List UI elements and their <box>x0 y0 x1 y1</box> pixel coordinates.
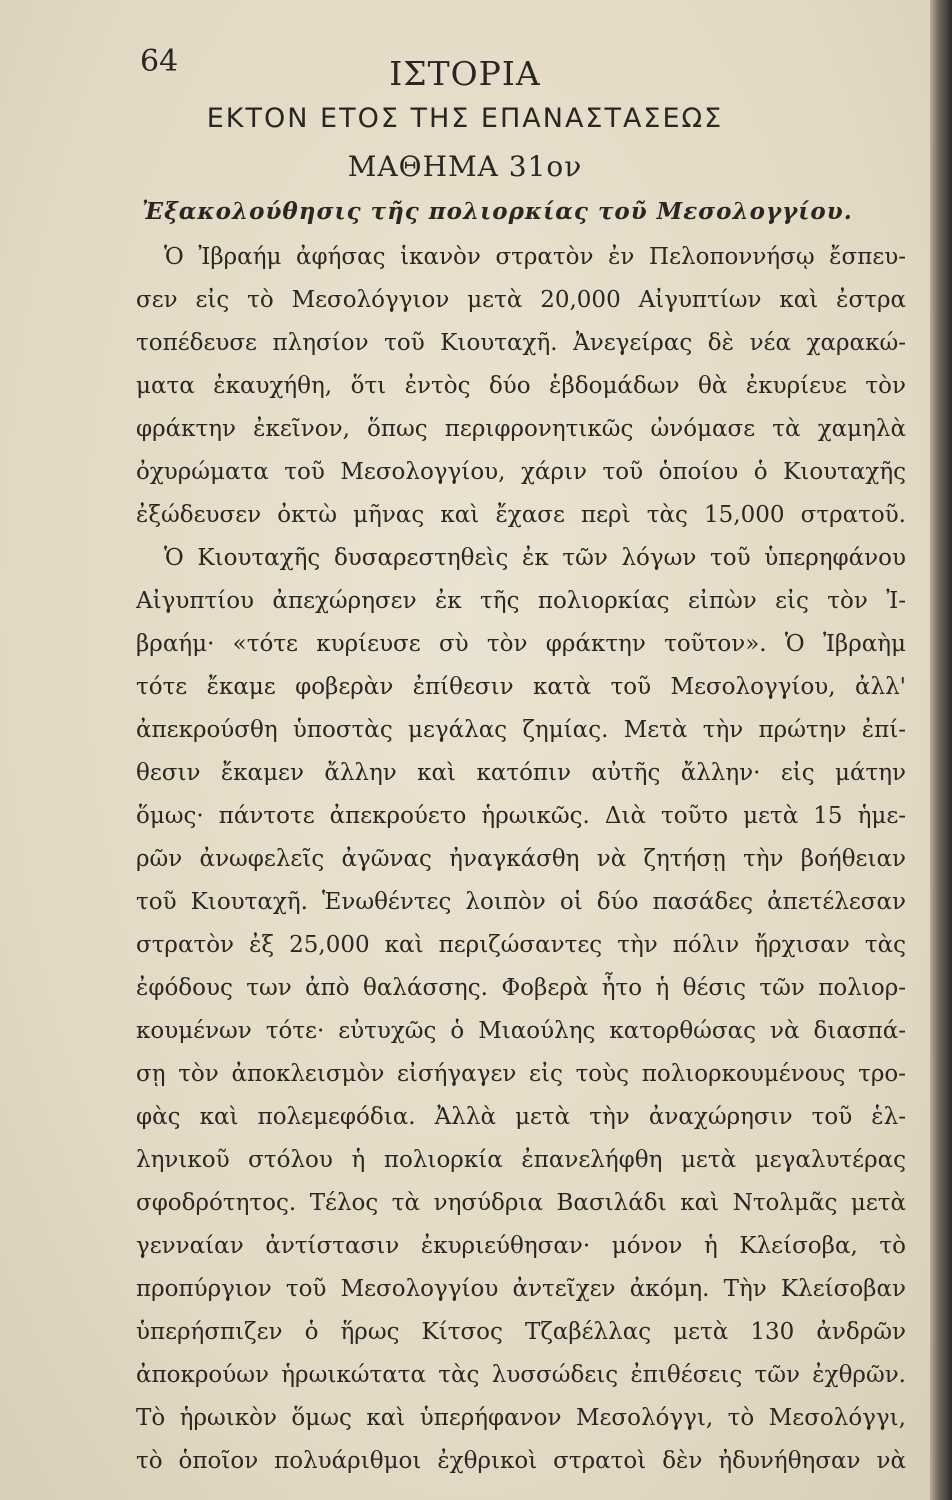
text-line: κουμένων τότε· εὐτυχῶς ὁ Μιαούλης κατορθώσας νὰ διασπά- <box>136 1018 906 1044</box>
text-line: φράκτην ἐκεῖνον, ὅπως περιφρονητικῶς ὠνόμασε τὰ χαμηλὰ <box>136 416 906 442</box>
text-line: ληνικοῦ στόλου ἡ πολιορκία ἐπανελήφθη μετὰ μεγαλυτέρας <box>136 1147 906 1173</box>
text-line: προπύργιον τοῦ Μεσολογγίου ἀντεῖχεν ἀκόμη. Τὴν Κλείσοβαν <box>136 1276 906 1302</box>
text-line: ἐξώδευσεν ὀκτὼ μῆνας καὶ ἔχασε περὶ τὰς 15,000 στρατοῦ. <box>136 502 906 528</box>
text-line: τοῦ Κιουταχῆ. Ἑνωθέντες λοιπὸν οἱ δύο πασάδες ἀπετέλεσαν <box>136 889 906 915</box>
text-line: Τὸ ἡρωικὸν ὅμως καὶ ὑπερήφανον Μεσολόγγι, τὸ Μεσολόγγι, <box>136 1405 906 1431</box>
text-line: σῃ τὸν ἀποκλεισμὸν εἰσήγαγεν εἰς τοὺς πολιορκουμένους τρο- <box>136 1061 906 1087</box>
text-line: ἀπεκρούσθη ὑποστὰς μεγάλας ζημίας. Μετὰ τὴν πρώτην ἐπί- <box>136 717 906 743</box>
page-number: 64 <box>140 44 179 79</box>
text-line: Αἰγυπτίου ἀπεχώρησεν ἐκ τῆς πολιορκίας εἰπὼν εἰς τὸν Ἰ- <box>136 588 906 614</box>
text-line: σεν εἰς τὸ Μεσολόγγιον μετὰ 20,000 Αἰγυπτίων καὶ ἐστρα <box>136 287 906 313</box>
section-title: ΕΚΤΟΝ ΕΤΟΣ ΤΗΣ ΕΠΑΝΑΣΤΑΣΕΩΣ <box>206 103 724 134</box>
topic-heading: Ἐξακολούθησις τῆς πολιορκίας τοῦ Μεσολογγίου. <box>142 198 853 225</box>
text-line: ὅμως· πάντοτε ἀπεκρούετο ἡρωικῶς. Διὰ τοῦτο μετὰ 15 ἡμε- <box>136 803 906 829</box>
text-line: Ὁ Ἰβραήμ ἀφήσας ἱκανὸν στρατὸν ἐν Πελοποννήσῳ ἔσπευ- <box>164 244 906 270</box>
text-line: ρῶν ἀνωφελεῖς ἀγῶνας ἠναγκάσθη νὰ ζητήσῃ τὴν βοήθειαν <box>136 846 906 872</box>
text-line: σφοδρότητος. Τέλος τὰ νησύδρια Βασιλάδι καὶ Ντολμᾶς μετὰ <box>136 1190 906 1216</box>
body-text <box>136 236 906 1483</box>
text-line: στρατὸν ἐξ 25,000 καὶ περιζώσαντες τὴν πόλιν ἤρχισαν τὰς <box>136 932 906 958</box>
text-line: θεσιν ἔκαμεν ἄλλην καὶ κατόπιν αὐτῆς ἄλλην· εἰς μάτην <box>136 760 906 786</box>
text-line: ματα ἐκαυχήθη, ὅτι ἐντὸς δύο ἑβδομάδων θὰ ἐκυρίευε τὸν <box>136 373 906 399</box>
text-line: φὰς καὶ πολεμεφόδια. Ἀλλὰ μετὰ τὴν ἀναχώρησιν τοῦ ἑλ- <box>136 1104 906 1130</box>
text-line: τὸ ὁποῖον πολυάριθμοι ἐχθρικοὶ στρατοὶ δὲν ἠδυνήθησαν νὰ <box>136 1448 906 1474</box>
text-line: βραήμ· «τότε κυρίευσε σὺ τὸν φράκτην τοῦτον». Ὁ Ἰβραὴμ <box>136 631 906 657</box>
lesson-title: ΜΑΘΗΜΑ 31ον <box>347 150 583 183</box>
text-line: τοπέδευσε πλησίον τοῦ Κιουταχῆ. Ἀνεγείρας δὲ νέα χαρακώ- <box>136 330 906 356</box>
text-line: ὀχυρώματα τοῦ Μεσολογγίου, χάριν τοῦ ὁποίου ὁ Κιουταχῆς <box>136 459 906 485</box>
text-line: Ὁ Κιουταχῆς δυσαρεστηθεὶς ἐκ τῶν λόγων τοῦ ὑπερηφάνου <box>164 545 906 571</box>
text-line: τότε ἔκαμε φοβερὰν ἐπίθεσιν κατὰ τοῦ Μεσολογγίου, ἀλλ' <box>136 674 906 700</box>
text-line: ἐφόδους των ἀπὸ θαλάσσης. Φοβερὰ ἦτο ἡ θέσις τῶν πολιορ- <box>136 975 906 1001</box>
text-line: ἀποκρούων ἡρωικώτατα τὰς λυσσώδεις ἐπιθέσεις τῶν ἐχθρῶν. <box>136 1362 906 1388</box>
running-head: ΙΣΤΟΡΙΑ <box>389 54 541 93</box>
text-line: γενναίαν ἀντίστασιν ἐκυριεύθησαν· μόνον ἡ Κλείσοβα, τὸ <box>136 1233 906 1259</box>
text-line: ὑπερήσπιζεν ὁ ἥρως Κίτσος Τζαβέλλας μετὰ 130 ἀνδρῶν <box>136 1319 906 1345</box>
book-spine-edge <box>930 0 952 1500</box>
